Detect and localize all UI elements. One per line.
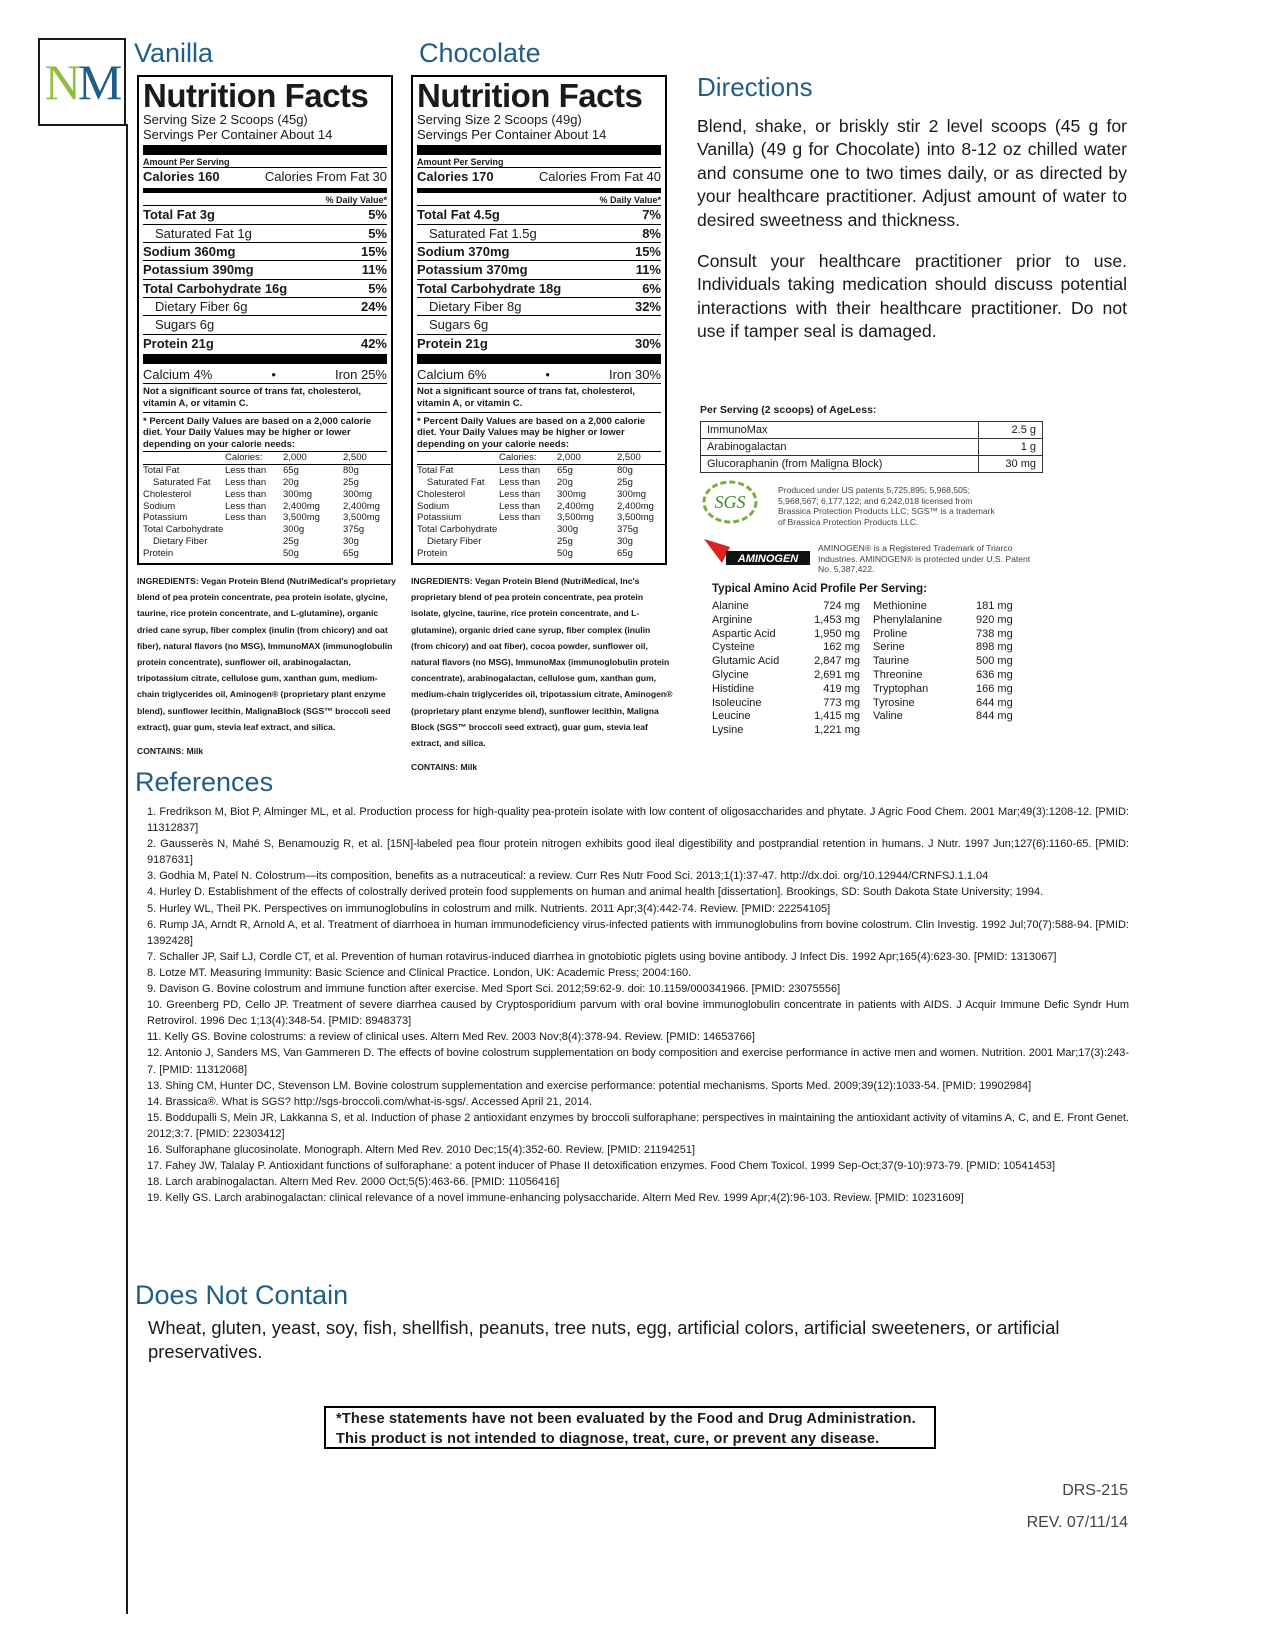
daily-value-cell: Less than [499, 464, 541, 476]
per-serving-row [701, 422, 1043, 439]
sgs-notice: Produced under US patents 5,725,895; 5,968,505; 5,968,567; 6,177,122; and 6,242,018 licensed from Brassica Protection Products LLC; SGS™ is a trademark of Brassica Protection Products LLC. [778, 485, 995, 527]
daily-value-cell [417, 452, 499, 465]
not-significant-note: Not a significant source of trans fat, cholesterol, vitamin A, or vitamin C. [417, 383, 661, 409]
per-serving-name: Arabinogalactan [701, 439, 979, 456]
amino-acid-name: Tyrosine [873, 696, 915, 709]
amino-acid-quantity: 1,221 mg [814, 724, 860, 737]
logo-divider [38, 124, 128, 126]
calories: Calories 170 [417, 169, 494, 185]
divider-medium [417, 188, 661, 193]
nutrient-name: Sodium 370mg [417, 243, 510, 259]
daily-value-cell: Less than [499, 500, 541, 512]
nm-logo: N M [38, 38, 126, 126]
amino-acid-quantity: 636 mg [976, 668, 1013, 681]
nutrient-daily-value: 11% [361, 262, 387, 278]
daily-value-cell [225, 536, 283, 548]
daily-value-cell: 300g [557, 524, 579, 536]
daily-value-cell: 2,400mg [557, 500, 594, 512]
directions-heading: Directions [697, 72, 813, 102]
svg-text:SGS: SGS [714, 492, 746, 512]
per-serving-table [700, 421, 1043, 473]
does-not-contain-heading: Does Not Contain [135, 1280, 349, 1310]
fda-line-2: This product is not intended to diagnose, treat, cure, or prevent any disease. [336, 1431, 880, 1447]
amino-acid-row [873, 628, 1018, 642]
sgs-logo [700, 480, 768, 524]
amino-acid-row [712, 641, 860, 655]
amino-acid-quantity: 920 mg [976, 613, 1013, 626]
nutrient-name: Potassium 390mg [143, 262, 254, 278]
nutrient-row [143, 205, 387, 223]
reference-item: 17. Fahey JW, Talalay P. Antioxidant functions of sulforaphane: a potent inducer of Phase II detoxification enzymes. Food Chem Toxicol. 1999 Sep-Oct;37(9-10):973-79. [PMID: 10541453] [147, 1160, 1056, 1173]
flavor-heading: Vanilla [134, 38, 214, 68]
daily-value-table [417, 451, 661, 560]
daily-value-cell [225, 524, 283, 536]
nutrient-row [417, 242, 661, 260]
minerals-row [417, 366, 661, 383]
amino-acid-name: Histidine [712, 682, 755, 695]
nutrient-name: Total Carbohydrate 18g [417, 280, 562, 296]
reference-item: 10. Greenberg PD, Cello JP. Treatment of severe diarrhea caused by Cryptosporidium parvum with oral bovine immunoglobulin concentrate in patients with AIDS. J Acquir Immune Defic Syndr Hum Retrovirol. 1996 Dec 1;13(4):348-54. [PMID: 8948373] [147, 999, 1129, 1028]
ingredients-block [137, 573, 399, 759]
daily-value-cell: 30g [617, 536, 633, 548]
calcium-value: Calcium 4% [143, 366, 213, 382]
divider-thick [417, 354, 661, 364]
amino-acid-name: Serine [873, 641, 905, 654]
amino-acid-quantity: 1,415 mg [814, 710, 860, 723]
daily-value-header: % Daily Value* [599, 194, 661, 205]
amino-acid-quantity: 644 mg [976, 696, 1013, 709]
amino-acid-row [712, 683, 860, 697]
nutrient-daily-value: 11% [635, 262, 661, 278]
amino-acid-list-right [873, 600, 1018, 724]
nutrient-row [143, 334, 387, 352]
daily-value-cell: Less than [499, 512, 541, 524]
nutrient-row [143, 224, 387, 242]
amino-acid-quantity: 1,453 mg [814, 613, 860, 626]
amino-acid-row [712, 710, 860, 724]
daily-value-cell: 300mg [557, 488, 587, 500]
amino-acid-name: Glutamic Acid [712, 655, 780, 668]
reference-item: 13. Shing CM, Hunter DC, Stevenson LM. Bovine colostrum supplementation and exercise performance: potential mechanisms. Sports Med. 2009;39(12):1033-54. [PMID: 19902984] [147, 1079, 1032, 1092]
daily-value-footnote: * Percent Daily Values are based on a 2,000 calorie diet. Your Daily Values may be higher or lower depending on your calorie needs: [143, 412, 387, 450]
amino-acid-name: Alanine [712, 600, 749, 612]
per-serving-row [701, 439, 1043, 456]
daily-value-cell: 3,500mg [283, 512, 320, 524]
amino-acid-quantity: 724 mg [823, 600, 860, 612]
allergen-contains: CONTAINS: Milk [137, 746, 204, 757]
amino-acid-quantity: 2,691 mg [814, 668, 860, 681]
per-serving-row [701, 456, 1043, 473]
daily-value-cell: 2,400mg [343, 500, 380, 512]
daily-value-cell: 65g [557, 464, 573, 476]
daily-value-cell: Less than [225, 488, 267, 500]
amino-acid-quantity: 898 mg [976, 641, 1013, 654]
amino-acid-row [712, 600, 860, 614]
daily-value-cell: Calories: [225, 452, 283, 465]
reference-item: 1. Fredrikson M, Biot P, Alminger ML, et al. Production process for high-quality pea-protein isolate with low content of oligosaccharides and phytate. J Agric Food Chem. 2001 Mar;49(3):1208-12. [PMID: 11312837] [147, 806, 1129, 835]
daily-value-cell: Total Carbohydrate [417, 524, 498, 536]
amino-acid-quantity: 773 mg [823, 696, 860, 709]
serving-size: Serving Size 2 Scoops (45g) [143, 112, 308, 127]
svg-text:AMINOGEN: AMINOGEN [737, 553, 799, 565]
nutrient-daily-value: 5% [368, 280, 387, 296]
calories-from-fat: Calories From Fat 30 [264, 169, 387, 185]
ingredients-text: INGREDIENTS: Vegan Protein Blend (NutriMedical, Inc's proprietary blend of pea protein concentrate, pea protein isolate, glycine, taurine, rice protein concentrate, and L-glutamine), organic dried cane syrup, fiber complex (inulin (from chicory) and oat fiber), cocoa powder, sunflower oil, natural flavors (no MSG), ImmunoMax (immunoglobulin protein concentrate), arabinogalactan, cellulose gum, xanthan gum, medium-chain triglycerides oil, tripotassium citrate, Aminogen® (proprietary plant enzyme blend), sunflower lecithin, Maligna Block (SGS™ broccoli seed extract), guar gum, stevia leaf extract, and silica. [411, 576, 673, 749]
reference-item: 11. Kelly GS. Bovine colostrums: a review of clinical uses. Altern Med Rev. 2003 Nov;8(4):378-94. Review. [PMID: 14653766] [147, 1031, 755, 1044]
amino-acid-row [873, 683, 1018, 697]
divider-thick [143, 145, 387, 155]
daily-value-cell: 20g [557, 476, 573, 488]
calories-row [417, 167, 661, 185]
nutrient-row [143, 260, 387, 278]
amino-acid-quantity: 2,847 mg [814, 655, 860, 668]
nutrient-row [417, 260, 661, 278]
nutrient-daily-value: 42% [360, 335, 387, 351]
daily-value-table [143, 451, 387, 560]
amino-acid-quantity: 738 mg [976, 627, 1013, 640]
divider-medium [143, 188, 387, 193]
references-heading: References [135, 767, 274, 797]
daily-value-cell [499, 536, 557, 548]
daily-value-cell: 65g [283, 464, 299, 476]
per-serving-value: 1 g [978, 439, 1042, 456]
amino-acid-row [873, 710, 1018, 724]
nutrient-name: Dietary Fiber 6g [155, 298, 248, 314]
daily-value-cell: Cholesterol [417, 488, 466, 500]
nutrient-daily-value: 24% [360, 298, 387, 314]
daily-value-cell: Less than [499, 488, 541, 500]
reference-item: 5. Hurley WL, Theil PK. Perspectives on immunoglobulins in colostrum and milk. Nutrients. 2011 Apr;3(4):442-74. Review. [PMID: 22254105] [147, 902, 831, 915]
directions-text [697, 115, 1127, 362]
nutrient-row [143, 297, 387, 315]
nutrient-daily-value: 8% [642, 225, 661, 241]
reference-item: 9. Davison G. Bovine colostrum and immune function after exercise. Med Sport Sci. 2012;59:62-9. doi: 10.1159/000341966. [PMID: 23075556] [147, 983, 841, 996]
daily-value-cell: 300g [283, 524, 305, 536]
daily-value-cell: Protein [417, 548, 448, 560]
amino-acid-quantity: 166 mg [976, 682, 1013, 695]
amino-acid-title: Typical Amino Acid Profile Per Serving: [712, 583, 927, 595]
daily-value-cell: 25g [557, 536, 573, 548]
nutrient-name: Sugars 6g [429, 317, 489, 333]
daily-value-cell: Less than [225, 500, 267, 512]
ingredients-block [411, 573, 673, 775]
daily-value-cell: 2,000 [283, 452, 343, 465]
daily-value-cell: 300mg [343, 488, 373, 500]
daily-value-cell [499, 524, 557, 536]
daily-value-cell: 3,500mg [343, 512, 380, 524]
daily-value-cell: Sodium [143, 500, 176, 512]
iron-value: Iron 25% [334, 366, 387, 382]
allergen-contains: CONTAINS: Milk [411, 762, 478, 773]
amino-acid-name: Cysteine [712, 641, 755, 654]
nutrition-facts-panel [137, 75, 393, 565]
reference-item: 8. Lotze MT. Measuring Immunity: Basic Science and Clinical Practice. London, UK: Academic Press; 2004:160. [147, 966, 692, 979]
divider-thick [417, 145, 661, 155]
amino-acid-name: Phenylalanine [873, 613, 943, 626]
nutrient-daily-value: 30% [634, 335, 661, 351]
per-serving-name: Glucoraphanin (from Maligna Block) [701, 456, 979, 473]
nutrient-row [417, 334, 661, 352]
amino-acid-row [873, 614, 1018, 628]
servings-per-container: Servings Per Container About 14 [143, 127, 333, 143]
nutrient-name: Saturated Fat 1g [155, 225, 252, 241]
aminogen-notice: AMINOGEN® is a Registered Trademark of Triarco Industries. AMINOGEN® is protected under U.S. Patent No. 5,387,422. [818, 543, 1031, 574]
daily-value-cell: 80g [617, 464, 633, 476]
amount-per-serving: Amount Per Serving [143, 156, 230, 167]
nutrient-daily-value: 5% [368, 207, 387, 223]
daily-value-cell: Sodium [417, 500, 450, 512]
amino-acid-name: Proline [873, 627, 908, 640]
daily-value-cell: 20g [283, 476, 299, 488]
daily-value-cell: 2,500 [343, 452, 393, 465]
amino-acid-quantity: 1,950 mg [814, 627, 860, 640]
nutrient-name: Dietary Fiber 8g [429, 298, 522, 314]
reference-item: 19. Kelly GS. Larch arabinogalactan: clinical relevance of a novel immune-enhancing polysaccharide. Altern Med Rev. 1999 Apr;4(2):96-103. Review. [PMID: 10231609] [147, 1192, 964, 1205]
nutrient-row [417, 279, 661, 297]
divider-thick [143, 354, 387, 364]
daily-value-cell: 3,500mg [557, 512, 594, 524]
iron-value: Iron 30% [608, 366, 661, 382]
nutrient-row [143, 315, 387, 333]
daily-value-cell: Total Fat [417, 464, 454, 476]
nutrient-daily-value: 15% [634, 243, 661, 259]
daily-value-footnote: * Percent Daily Values are based on a 2,000 calorie diet. Your Daily Values may be higher or lower depending on your calorie needs: [417, 412, 661, 450]
daily-value-cell: 2,400mg [283, 500, 320, 512]
daily-value-cell [143, 452, 225, 465]
ingredients-text: INGREDIENTS: Vegan Protein Blend (NutriMedical's proprietary blend of pea protein concentrate, pea protein isolate, glycine, taurine, rice protein concentrate, and L-glutamine), organic dried cane syrup, fiber complex (inulin (from chicory) and oat fiber), natural flavors (no MSG), ImmunoMAX (immunoglobulin protein concentrate), sunflower oil, arabinogalactan, tripotassium citrate, cellulose gum, xanthan gum, medium-chain triglycerides oil, Aminogen® (proprietary plant enzyme blend), sunflower lecithin, MalignaBlock (SGS™ broccoli seed extract), guar gum, stevia leaf extract, and silica. [137, 576, 396, 732]
daily-value-cell: 65g [617, 548, 633, 560]
amino-acid-row [712, 669, 860, 683]
daily-value-cell: 30g [343, 536, 359, 548]
nutrient-row [417, 205, 661, 223]
nutrient-daily-value: 15% [360, 243, 387, 259]
daily-value-cell: 80g [343, 464, 359, 476]
daily-value-cell: 25g [283, 536, 299, 548]
daily-value-cell: Less than [499, 476, 541, 488]
nutrient-name: Protein 21g [143, 335, 214, 351]
nutrient-daily-value: 7% [642, 207, 661, 223]
amino-acid-row [712, 614, 860, 628]
nutrient-daily-value: 5% [368, 225, 387, 241]
amino-acid-row [712, 724, 860, 738]
daily-value-cell: 65g [343, 548, 359, 560]
caution-paragraph: Consult your healthcare practitioner prior to use. Individuals taking medication should discuss potential interactions with their healthcare practitioner. Do not use if tamper seal is damaged. [697, 251, 1127, 342]
reference-item: 15. Boddupalli S, Mein JR, Lakkanna S, et al. Induction of phase 2 antioxidant enzymes by broccoli sulforaphane: perspectives in maintaining the antioxidant activity of vitamins A, C, and E. Front Genet. 2012;3:7. [PMID: 22303412] [147, 1111, 1129, 1140]
per-serving-value: 30 mg [978, 456, 1042, 473]
amino-acid-row [873, 669, 1018, 683]
per-serving-name: ImmunoMax [701, 422, 979, 439]
daily-value-cell: 300mg [283, 488, 313, 500]
daily-value-cell: Dietary Fiber [427, 536, 482, 548]
daily-value-cell: Potassium [143, 512, 188, 524]
calcium-value: Calcium 6% [417, 366, 487, 382]
revision-date: REV. 07/11/14 [1026, 1514, 1128, 1531]
amino-acid-name: Glycine [712, 668, 749, 681]
serving-size: Serving Size 2 Scoops (49g) [417, 112, 582, 127]
daily-value-cell: 25g [617, 476, 633, 488]
amount-per-serving: Amount Per Serving [417, 156, 504, 167]
daily-value-header: % Daily Value* [325, 194, 387, 205]
daily-value-cell: Less than [225, 464, 267, 476]
nutrition-facts-title: Nutrition Facts [417, 77, 643, 114]
nutrient-daily-value: 6% [642, 280, 661, 296]
amino-acid-row [873, 600, 1018, 614]
amino-acid-name: Aspartic Acid [712, 627, 776, 640]
amino-acid-name: Leucine [712, 710, 751, 723]
amino-acid-quantity: 419 mg [823, 682, 860, 695]
left-rule [126, 126, 128, 1614]
nutrient-name: Potassium 370mg [417, 262, 528, 278]
daily-value-cell: Protein [143, 548, 174, 560]
reference-item: 6. Rump JA, Arndt R, Arnold A, et al. Treatment of diarrhoea in human immunodeficiency virus-infected patients with immunoglobulins from bovine colostrum. Clin Investig. 1992 Jul;70(7):588-94. [PMID: 1392428] [147, 918, 1129, 947]
amino-acid-quantity: 162 mg [823, 641, 860, 654]
amino-acid-row [873, 655, 1018, 669]
amino-acid-name: Taurine [873, 655, 910, 668]
servings-per-container: Servings Per Container About 14 [417, 127, 607, 143]
reference-item: 3. Godhia M, Patel N. Colostrum—its composition, benefits as a nutraceutical: a review. Curr Res Nutr Food Sci. 2013;1(1):37-47. http://dx.doi. org/10.12944/CRNFSJ.1.1.04 [147, 870, 989, 883]
amino-acid-row [873, 697, 1018, 711]
amino-acid-name: Isoleucine [712, 696, 762, 709]
amino-acid-name: Threonine [873, 668, 923, 681]
nutrient-row [417, 224, 661, 242]
nutrient-name: Protein 21g [417, 335, 488, 351]
nutrient-name: Sodium 360mg [143, 243, 236, 259]
amino-acid-row [873, 641, 1018, 655]
reference-item: 2. Gausserès N, Mahé S, Benamouzig R, et al. [15N]-labeled pea flour protein nitrogen exhibits good ileal digestibility and postprandial retention in humans. J Nutr. 1997 Jun;127(6):1160-65. [PMID: 9187631] [147, 838, 1129, 867]
daily-value-cell [499, 548, 557, 560]
nutrition-facts-title: Nutrition Facts [143, 77, 369, 114]
daily-value-cell [225, 548, 283, 560]
nutrient-name: Total Carbohydrate 16g [143, 280, 288, 296]
daily-value-cell: Total Carbohydrate [143, 524, 224, 536]
daily-value-cell: Potassium [417, 512, 462, 524]
daily-value-cell: 3,500mg [617, 512, 654, 524]
nutrient-row [417, 297, 661, 315]
amino-acid-quantity: 500 mg [976, 655, 1013, 668]
aminogen-logo [700, 533, 812, 569]
daily-value-cell: 375g [617, 524, 639, 536]
amino-acid-quantity: 181 mg [976, 600, 1013, 612]
amino-acid-list-left [712, 600, 860, 738]
per-serving-title: Per Serving (2 scoops) of AgeLess: [700, 404, 877, 416]
daily-value-cell: 300mg [617, 488, 647, 500]
daily-value-cell: Dietary Fiber [153, 536, 208, 548]
bullet-separator: • [271, 366, 276, 382]
amino-acid-name: Valine [873, 710, 903, 723]
daily-value-cell: Calories: [499, 452, 557, 465]
nutrient-row [143, 242, 387, 260]
amino-acid-row [712, 655, 860, 669]
reference-item: 18. Larch arabinogalactan. Altern Med Rev. 2000 Oct;5(5):463-66. [PMID: 11056416] [147, 1176, 560, 1189]
daily-value-cell: 25g [343, 476, 359, 488]
calories: Calories 160 [143, 169, 220, 185]
reference-item: 4. Hurley D. Establishment of the effects of colostrally derived protein food supplements on human and animal health [dissertation]. Brookings, SD: South Dakota State University; 1994. [147, 886, 1044, 899]
daily-value-cell: Saturated Fat [153, 476, 211, 488]
daily-value-cell: Saturated Fat [427, 476, 485, 488]
daily-value-cell: Cholesterol [143, 488, 192, 500]
daily-value-cell: Total Fat [143, 464, 180, 476]
amino-acid-name: Methionine [873, 600, 927, 612]
amino-acid-quantity: 844 mg [976, 710, 1013, 723]
reference-item: 7. Schaller JP, Saif LJ, Cordle CT, et al. Prevention of human rotavirus-induced diarrhea in gnotobiotic piglets using bovine antibody. J Infect Dis. 1992 Apr;165(4):623-30. [PMID: 1313067] [147, 950, 1057, 963]
amino-acid-name: Arginine [712, 613, 753, 626]
nutrient-name: Saturated Fat 1.5g [429, 225, 537, 241]
does-not-contain-text: Wheat, gluten, yeast, soy, fish, shellfish, peanuts, tree nuts, egg, artificial colors, artificial sweeteners, or artificial preservatives. [148, 1317, 1060, 1362]
amino-acid-row [712, 628, 860, 642]
nutrient-name: Total Fat 3g [143, 207, 215, 223]
nutrient-name: Total Fat 4.5g [417, 207, 500, 223]
not-significant-note: Not a significant source of trans fat, cholesterol, vitamin A, or vitamin C. [143, 383, 387, 409]
reference-item: 14. Brassica®. What is SGS? http://sgs-broccoli.com/what-is-sgs/. Accessed April 21, 2014. [147, 1095, 593, 1108]
daily-value-cell: 2,000 [557, 452, 617, 465]
daily-value-cell: 50g [283, 548, 299, 560]
fda-line-1: *These statements have not been evaluated by the Food and Drug Administration. [336, 1411, 916, 1427]
amino-acid-name: Tryptophan [873, 682, 929, 695]
daily-value-cell: 50g [557, 548, 573, 560]
flavor-heading: Chocolate [419, 38, 541, 68]
bullet-separator: • [545, 366, 550, 382]
calories-from-fat: Calories From Fat 40 [538, 169, 661, 185]
reference-item: 16. Sulforaphane glucosinolate. Monograph. Altern Med Rev. 2010 Dec;15(4):352-60. Review. [PMID: 21194251] [147, 1143, 696, 1156]
nutrient-row [417, 315, 661, 333]
daily-value-cell: 375g [343, 524, 365, 536]
per-serving-value: 2.5 g [978, 422, 1042, 439]
calories-row [143, 167, 387, 185]
nutrient-daily-value: 32% [634, 298, 661, 314]
amino-acid-row [712, 697, 860, 711]
minerals-row [143, 366, 387, 383]
directions-paragraph: Blend, shake, or briskly stir 2 level scoops (45 g for Vanilla) (49 g for Chocolate) into 8-12 oz chilled water and consume one to two times daily, or as directed by your healthcare practitioner. Adjust amount of water to desired sweetness and thickness. [697, 116, 1127, 230]
references-list [147, 804, 1129, 1206]
daily-value-cell: Less than [225, 476, 267, 488]
daily-value-cell: Less than [225, 512, 267, 524]
reference-item: 12. Antonio J, Sanders MS, Van Gammeren D. The effects of bovine colostrum supplementation on body composition and exercise performance in active men and women. Nutrition. 2001 Mar;17(3):243-7. [PMID: 11312068] [147, 1047, 1129, 1076]
daily-value-cell: 2,500 [617, 452, 667, 465]
nutrition-facts-panel [411, 75, 667, 565]
nutrient-name: Sugars 6g [155, 317, 215, 333]
document-code: DRS-215 [1062, 1482, 1128, 1499]
amino-acid-name: Lysine [712, 724, 744, 737]
fda-disclaimer [324, 1406, 936, 1449]
daily-value-cell: 2,400mg [617, 500, 654, 512]
nutrient-row [143, 279, 387, 297]
